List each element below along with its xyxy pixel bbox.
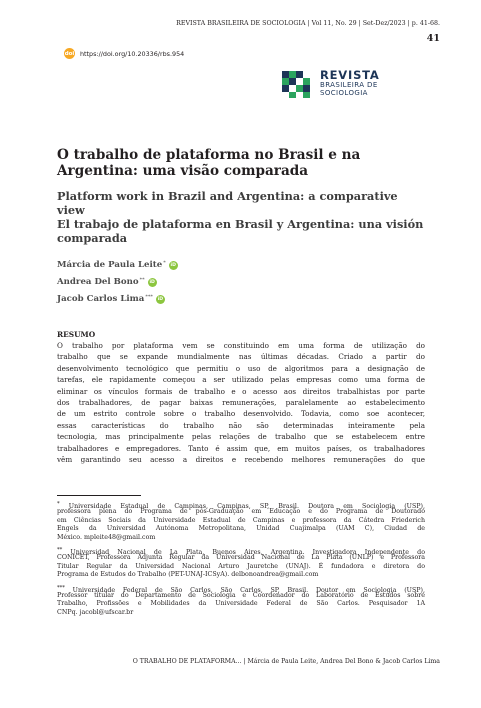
abstract-line: de um estrito controle sobre o trabalho desenvolvido. Todavia, como soe acontecer, [57, 409, 425, 419]
author-name[interactable]: Márcia de Paula Leite [57, 260, 163, 270]
abstract-heading: RESUMO [57, 330, 96, 339]
footnote-divider [57, 495, 141, 496]
logo-line-3: SOCIOLOGIA [320, 89, 368, 97]
footnotes [57, 500, 425, 621]
footnote-mark: ** [57, 546, 63, 553]
footnote-mark: * [57, 501, 60, 507]
article-title-spanish: El trabajo de plataforma en Brasil y Argentina: una visión comparada [57, 217, 424, 245]
footnote-line: México. mpleite48@gmail.com [57, 533, 156, 541]
footnote-line: *** Universidade Federal de São Carlos, São Carlos, SP, Brasil. Doutor em Sociologia (USP), [57, 584, 425, 594]
abstract-line: dos trabalhadores, de pagar baixas remunerações, paralelamente ao estabelecimento [57, 397, 425, 407]
abstract-line: desenvolvimento tecnológico que permitiu o uso de algoritmos para a designação de [57, 363, 425, 373]
rbs-logo-icon [282, 68, 316, 98]
abstract-line: tarefas, ele rapidamente começou a ser utilizado pelas empresas como uma forma de [57, 375, 425, 385]
abstract-line: trabalhadores e empregadores. Tanto é assim que, em muitos países, os trabalhadores [57, 443, 425, 453]
abstract-line: O trabalho por plataforma vem se constituindo em uma forma de utilização do [57, 341, 425, 350]
orcid-icon[interactable]: iD [170, 263, 176, 268]
article-title: O trabalho de plataforma no Brasil e na Argentina: uma visão comparada [57, 147, 361, 179]
author-list [57, 260, 178, 311]
logo-line-2: BRASILEIRA DE [320, 81, 378, 89]
footnote-mark: *** [145, 294, 153, 300]
doi-link[interactable] [64, 48, 184, 59]
logo-line-1: REVISTA [320, 68, 380, 82]
doi-icon: doi [64, 48, 75, 59]
footnote-line: Engels da Universidad Autónoma Metropolitana, Unidad Cuajimalpa (UAM C), Ciudad de [57, 525, 425, 533]
author [57, 294, 178, 311]
abstract-line: tecnologia, mas principalmente pelas relações de trabalho que se estabelecem entre [57, 432, 425, 442]
author [57, 260, 178, 277]
orcid-icon[interactable]: iD [157, 297, 164, 302]
footnote-line: Professor titular do Departamento de Sociologia e Coordenador do Laboratório de Estudos sobre [57, 591, 425, 599]
abstract-line: vêm garantindo seu acesso a direitos e recebendo melhores remunerações do que [57, 454, 425, 464]
orcid-icon[interactable]: iD [149, 280, 155, 285]
footnote-line: ** Universidad Nacional de La Plata, Buenos Aires, Argentina. Investigadora Independente do [57, 546, 425, 557]
footnote-line: Programa de Estudos do Trabalho (PET-UNAJ-ICSyA). delbonoandrea@gmail.com [57, 571, 319, 579]
footnote [57, 500, 425, 542]
footnote-line: CNPq. jacobl@ufscar.br [57, 608, 134, 616]
footnote [57, 546, 425, 580]
journal-header: REVISTA BRASILEIRA DE SOCIOLOGIA | Vol 11, No. 29 | Set-Dez/2023 | p. 41-68. [176, 20, 440, 27]
author [57, 277, 178, 294]
author-name[interactable]: Jacob Carlos Lima [57, 294, 145, 304]
footnote-mark: ** [139, 277, 145, 283]
abstract-line: eliminar os vínculos formais de trabalho e o acesso aos direitos trabalhistas por parte [57, 386, 425, 396]
page-number: 41 [426, 33, 440, 44]
abstract-line: trabalho que se expande mundialmente nas últimas décadas. Criado a partir do [57, 352, 425, 362]
abstract-line: essas características do trabalho não são determinadas inteiramente pela [57, 420, 425, 430]
footnote-mark: * [163, 260, 166, 266]
abstract-body [57, 340, 425, 465]
footnote-line: em Ciências Sociais da Universidade Estadual de Campinas e professora da Cátedra Friederich [57, 516, 425, 524]
article-title-english: Platform work in Brazil and Argentina: a comparative view [57, 189, 398, 217]
footnote-mark: *** [57, 584, 65, 591]
footnote-line: Titular Regular da Universidad Nacional Arturo Jauretche (UNAJ). É fundadora e diretora do [57, 562, 425, 570]
footnote-line: * Universidade Estadual de Campinas, Campinas, SP, Brasil. Doutora em Sociologia (USP), [57, 501, 425, 511]
footnote-line: professora plena do Programa de pós-Graduação em Educação e do Programa de Doutorado [57, 508, 425, 516]
footnote-line: Trabalho, Profissões e Mobilidades da Universidade Federal de São Carlos. Pesquisador 1A [57, 600, 425, 608]
doi-text[interactable]: https://doi.org/10.20336/rbs.954 [80, 49, 185, 58]
footnote-line: CONICET, Professora Adjunta Regular da Universidad Nacional de La Plata (UNLP) e Professora [57, 554, 425, 562]
journal-logo [282, 68, 430, 100]
running-footer: O TRABALHO DE PLATAFORMA... | Márcia de Paula Leite, Andrea Del Bono & Jacob Carlos Lima [132, 658, 440, 665]
footnote [57, 584, 425, 618]
author-name[interactable]: Andrea Del Bono [57, 277, 139, 287]
